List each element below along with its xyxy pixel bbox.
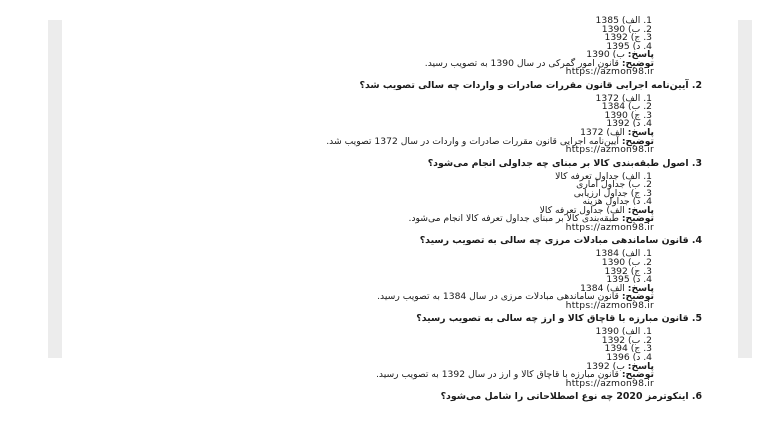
option: 4. د) 1396	[606, 351, 652, 363]
question-block	[102, 313, 702, 388]
option: 3. ج) جداول ارزیابی	[573, 187, 652, 199]
option: 1. الف) 1390	[595, 326, 652, 338]
option: 3. ج) 1392	[604, 265, 652, 277]
source-link[interactable]: https://azmon98.ir	[565, 377, 654, 389]
option: 4. د) جداول هزینه	[582, 196, 652, 208]
question-block	[102, 235, 702, 310]
question-block	[102, 17, 702, 77]
question-title	[102, 158, 702, 170]
question-block	[102, 158, 702, 233]
explanation-text: آیین‌نامه اجرایی قانون مقررات صادرات و واردات در سال 1372 تصویب شد.	[326, 135, 619, 147]
answer-label: پاسخ:	[627, 360, 654, 372]
option: 2. ب) 1390	[601, 23, 652, 35]
option: 3. ج) 1394	[604, 343, 652, 355]
option: 3. ج) 1390	[604, 109, 652, 121]
option: 2. ب) جداول آماری	[576, 179, 652, 191]
source-link[interactable]: https://azmon98.ir	[565, 221, 654, 233]
explanation-label: توضیح:	[621, 369, 654, 381]
answer-label: پاسخ:	[627, 282, 654, 294]
answer-text: الف) جداول تعرفه کالا	[539, 204, 625, 216]
question-number: 2.	[691, 79, 702, 91]
answer-label: پاسخ:	[627, 204, 654, 216]
explanation-text: قانون ساماندهی مبادلات مرزی در سال 1384 به تصویب رسید.	[377, 291, 619, 303]
answer-text: الف) 1372	[580, 127, 625, 139]
explanation-text: طبقه‌بندی کالا بر مبنای جداول تعرفه کالا انجام می‌شود.	[408, 213, 619, 225]
page-margin-left	[48, 20, 62, 358]
question-number: 5.	[691, 313, 702, 325]
explanation-label: توضیح:	[621, 135, 654, 147]
question-text: اصول طبقه‌بندی کالا بر مبنای چه جداولی انجام می‌شود؟	[427, 157, 689, 169]
question-title	[102, 313, 702, 325]
source-link[interactable]: https://azmon98.ir	[565, 299, 654, 311]
option: 1. الف) 1385	[595, 15, 652, 26]
option: 2. ب) 1392	[601, 334, 652, 346]
source-link[interactable]: https://azmon98.ir	[565, 66, 654, 78]
option: 4. د) 1392	[606, 118, 652, 130]
answer-text: ب) 1390	[586, 49, 625, 61]
explanation-label: توضیح:	[621, 57, 654, 69]
explanation-text: قانون امور گمرکی در سال 1390 به تصویب رسید.	[424, 57, 619, 69]
answer-text: ب) 1392	[586, 360, 625, 372]
question-number: 6.	[691, 391, 702, 403]
question-title	[102, 235, 702, 247]
answer-label: پاسخ:	[627, 127, 654, 139]
page-margin-right	[738, 20, 752, 358]
question-title	[102, 391, 702, 403]
answer-label: پاسخ:	[627, 49, 654, 61]
explanation-text: قانون مبارزه با قاچاق کالا و ارز در سال 1392 به تصویب رسید.	[375, 369, 619, 381]
option: 1. الف) 1384	[595, 248, 652, 260]
question-number: 4.	[691, 235, 702, 247]
question-text: قانون ساماندهی مبادلات مرزی چه سالی به تصویب رسید؟	[419, 235, 689, 247]
option: 3. ج) 1392	[604, 32, 652, 44]
option: 4. د) 1395	[606, 40, 652, 52]
option: 4. د) 1395	[606, 274, 652, 286]
answer-text: الف) 1384	[580, 282, 625, 294]
source-link[interactable]: https://azmon98.ir	[565, 144, 654, 156]
question-block	[102, 391, 702, 403]
question-number: 3.	[691, 157, 702, 169]
quiz-content	[102, 17, 702, 406]
explanation-label: توضیح:	[621, 213, 654, 225]
option: 2. ب) 1390	[601, 257, 652, 269]
explanation-label: توضیح:	[621, 291, 654, 303]
option: 2. ب) 1384	[601, 101, 652, 113]
question-block	[102, 80, 702, 155]
option: 1. الف) 1372	[595, 92, 652, 104]
question-title	[102, 80, 702, 92]
question-text: آیین‌نامه اجرایی قانون مقررات صادرات و واردات چه سالی تصویب شد؟	[359, 79, 689, 91]
option: 1. الف) جداول تعرفه کالا	[555, 170, 652, 182]
question-text: اینکوترمز 2020 چه نوع اصطلاحاتی را شامل می‌شود؟	[440, 391, 689, 403]
question-text: قانون مبارزه با قاچاق کالا و ارز چه سالی به تصویب رسید؟	[416, 313, 689, 325]
document-page	[62, 14, 738, 403]
